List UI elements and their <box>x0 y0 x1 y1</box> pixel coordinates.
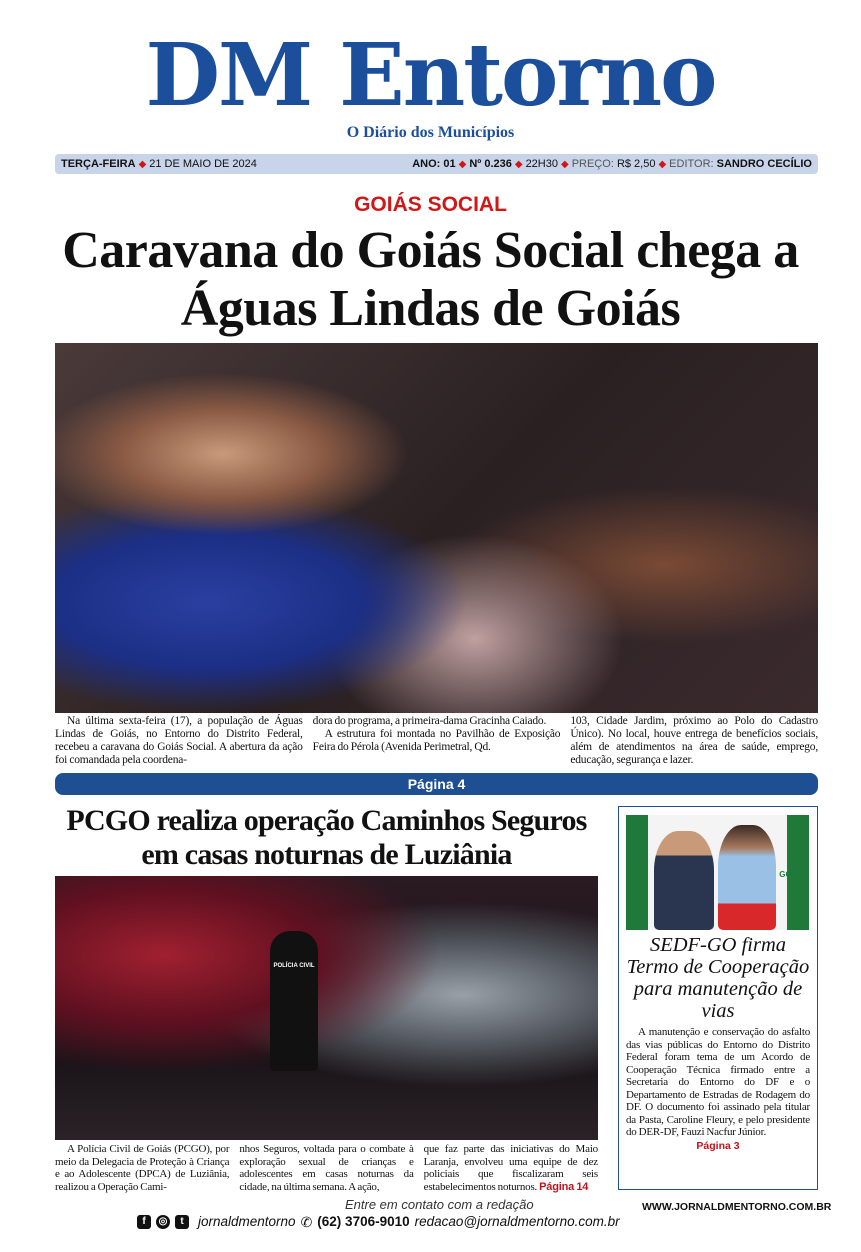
time: 22H30 <box>525 158 558 170</box>
masthead-tagline: O Diário dos Municípios <box>346 124 515 141</box>
second-col-3-text: que faz parte das iniciativas do Maio Laranja, envolveu uma equipe de dez policiais que fiscalizaram seis estabelecimentos noturnos. <box>423 1143 598 1193</box>
sidebar-body: A manutenção e conservação do asfalto das vias públicas do Entorno do Distrito Federal foram tema de um Acordo de Cooperação Técnica firmado entre a Secretaria do Entorno do DF e o Departamento de Estradas de Rodagem do DF. O documento foi assinado pela titular da Pasta, Caroline Fleury, e pelo presidente do DER-DF, Fauzi Nacfur Júnior. <box>626 1026 810 1138</box>
editor: SANDRO CECÍLIO <box>716 158 812 170</box>
lead-col-3: 103, Cidade Jardim, próximo ao Polo do Cadastro Único). No local, houve entrega de benefícios sociais, além de atendimentos na área de saúde, emprego, educação, segurança e lazer. <box>570 715 818 766</box>
vest-text: POLÍCIA CIVIL <box>273 963 315 969</box>
lead-headline[interactable]: Caravana do Goiás Social chega a Águas Lindas de Goiás <box>62 222 799 337</box>
website-link[interactable]: WWW.JORNALDMENTORNO.COM.BR <box>642 1201 832 1213</box>
contact-label: Entre em contato com a redação <box>345 1197 534 1212</box>
second-col-3 <box>424 1143 598 1193</box>
issue-number: Nº 0.236 <box>469 158 512 170</box>
date-bar <box>55 154 818 174</box>
instagram-icon[interactable]: ◎ <box>156 1215 170 1229</box>
contact-row <box>137 1214 620 1230</box>
second-col-2: nhos Seguros, voltada para o combate à exploração sexual de crianças e adolescentes em casas noturnas da cidade, na última semana. A ação, <box>239 1143 414 1193</box>
price-label: PREÇO: <box>571 158 614 170</box>
second-headline[interactable]: PCGO realiza operação Caminhos Seguros em casas noturnas de Luziânia <box>66 804 587 871</box>
email[interactable]: redacao@jornaldmentorno.com.br <box>414 1214 620 1229</box>
phone[interactable]: (62) 3706-9010 <box>317 1214 410 1229</box>
page-ref-3[interactable]: Página 3 <box>696 1139 740 1152</box>
page-ref-4[interactable]: Página 4 <box>55 773 818 795</box>
lead-photo <box>55 343 818 713</box>
diamond-icon: ◆ <box>138 159 147 170</box>
sidebar-photo <box>626 815 809 930</box>
lead-text <box>55 715 818 767</box>
diamond-icon: ◆ <box>560 159 569 170</box>
issue-info <box>412 158 812 170</box>
facebook-icon[interactable]: f <box>137 1215 151 1229</box>
second-col-1: A Polícia Civil de Goiás (PCGO), por meio da Delegacia de Proteção à Criança e ao Adolescente (DPCA) de Luziânia, realizou a Operação Cami- <box>55 1143 230 1193</box>
diamond-icon: ◆ <box>658 159 667 170</box>
year: ANO: 01 <box>412 158 456 170</box>
masthead-logo: DM Entorno <box>145 25 716 126</box>
second-text <box>55 1143 598 1193</box>
lead-col-2 <box>313 715 561 767</box>
lead-col-2b: A estrutura foi montada no Pavilhão de Exposição Feira do Pérola (Avenida Perimetral, Qd. <box>312 728 561 753</box>
police-photo <box>55 876 598 1140</box>
woman-figure <box>718 825 776 930</box>
backdrop-logo: GOIÁS <box>779 870 805 879</box>
editor-label: EDITOR: <box>669 158 714 170</box>
twitter-icon[interactable]: t <box>175 1215 189 1229</box>
date: 21 DE MAIO DE 2024 <box>149 158 257 170</box>
man-figure <box>654 831 714 930</box>
lead-col-2a: dora do programa, a primeira-dama Gracinha Caiado. <box>312 715 547 727</box>
section-kicker: GOIÁS SOCIAL <box>354 193 507 216</box>
weekday: TERÇA-FEIRA <box>61 158 136 170</box>
price: R$ 2,50 <box>616 158 656 170</box>
diamond-icon: ◆ <box>458 159 467 170</box>
officer-figure <box>270 931 318 1071</box>
page-ref-14[interactable]: Página 14 <box>539 1180 589 1193</box>
sidebar-box <box>618 806 818 1190</box>
date-info <box>61 158 257 170</box>
diamond-icon: ◆ <box>514 159 523 170</box>
whatsapp-icon: ✆ <box>300 1214 313 1230</box>
social-handle[interactable]: jornaldmentorno <box>198 1214 296 1229</box>
lead-col-1: Na última sexta-feira (17), a população de Águas Lindas de Goiás, no Entorno do Distrito Federal, recebeu a caravana do Goiás Social. A abertura da ação foi comandada pela coordena- <box>55 715 303 766</box>
sidebar-headline[interactable]: SEDF-GO firma Termo de Cooperação para manutenção de vias <box>626 934 810 1022</box>
